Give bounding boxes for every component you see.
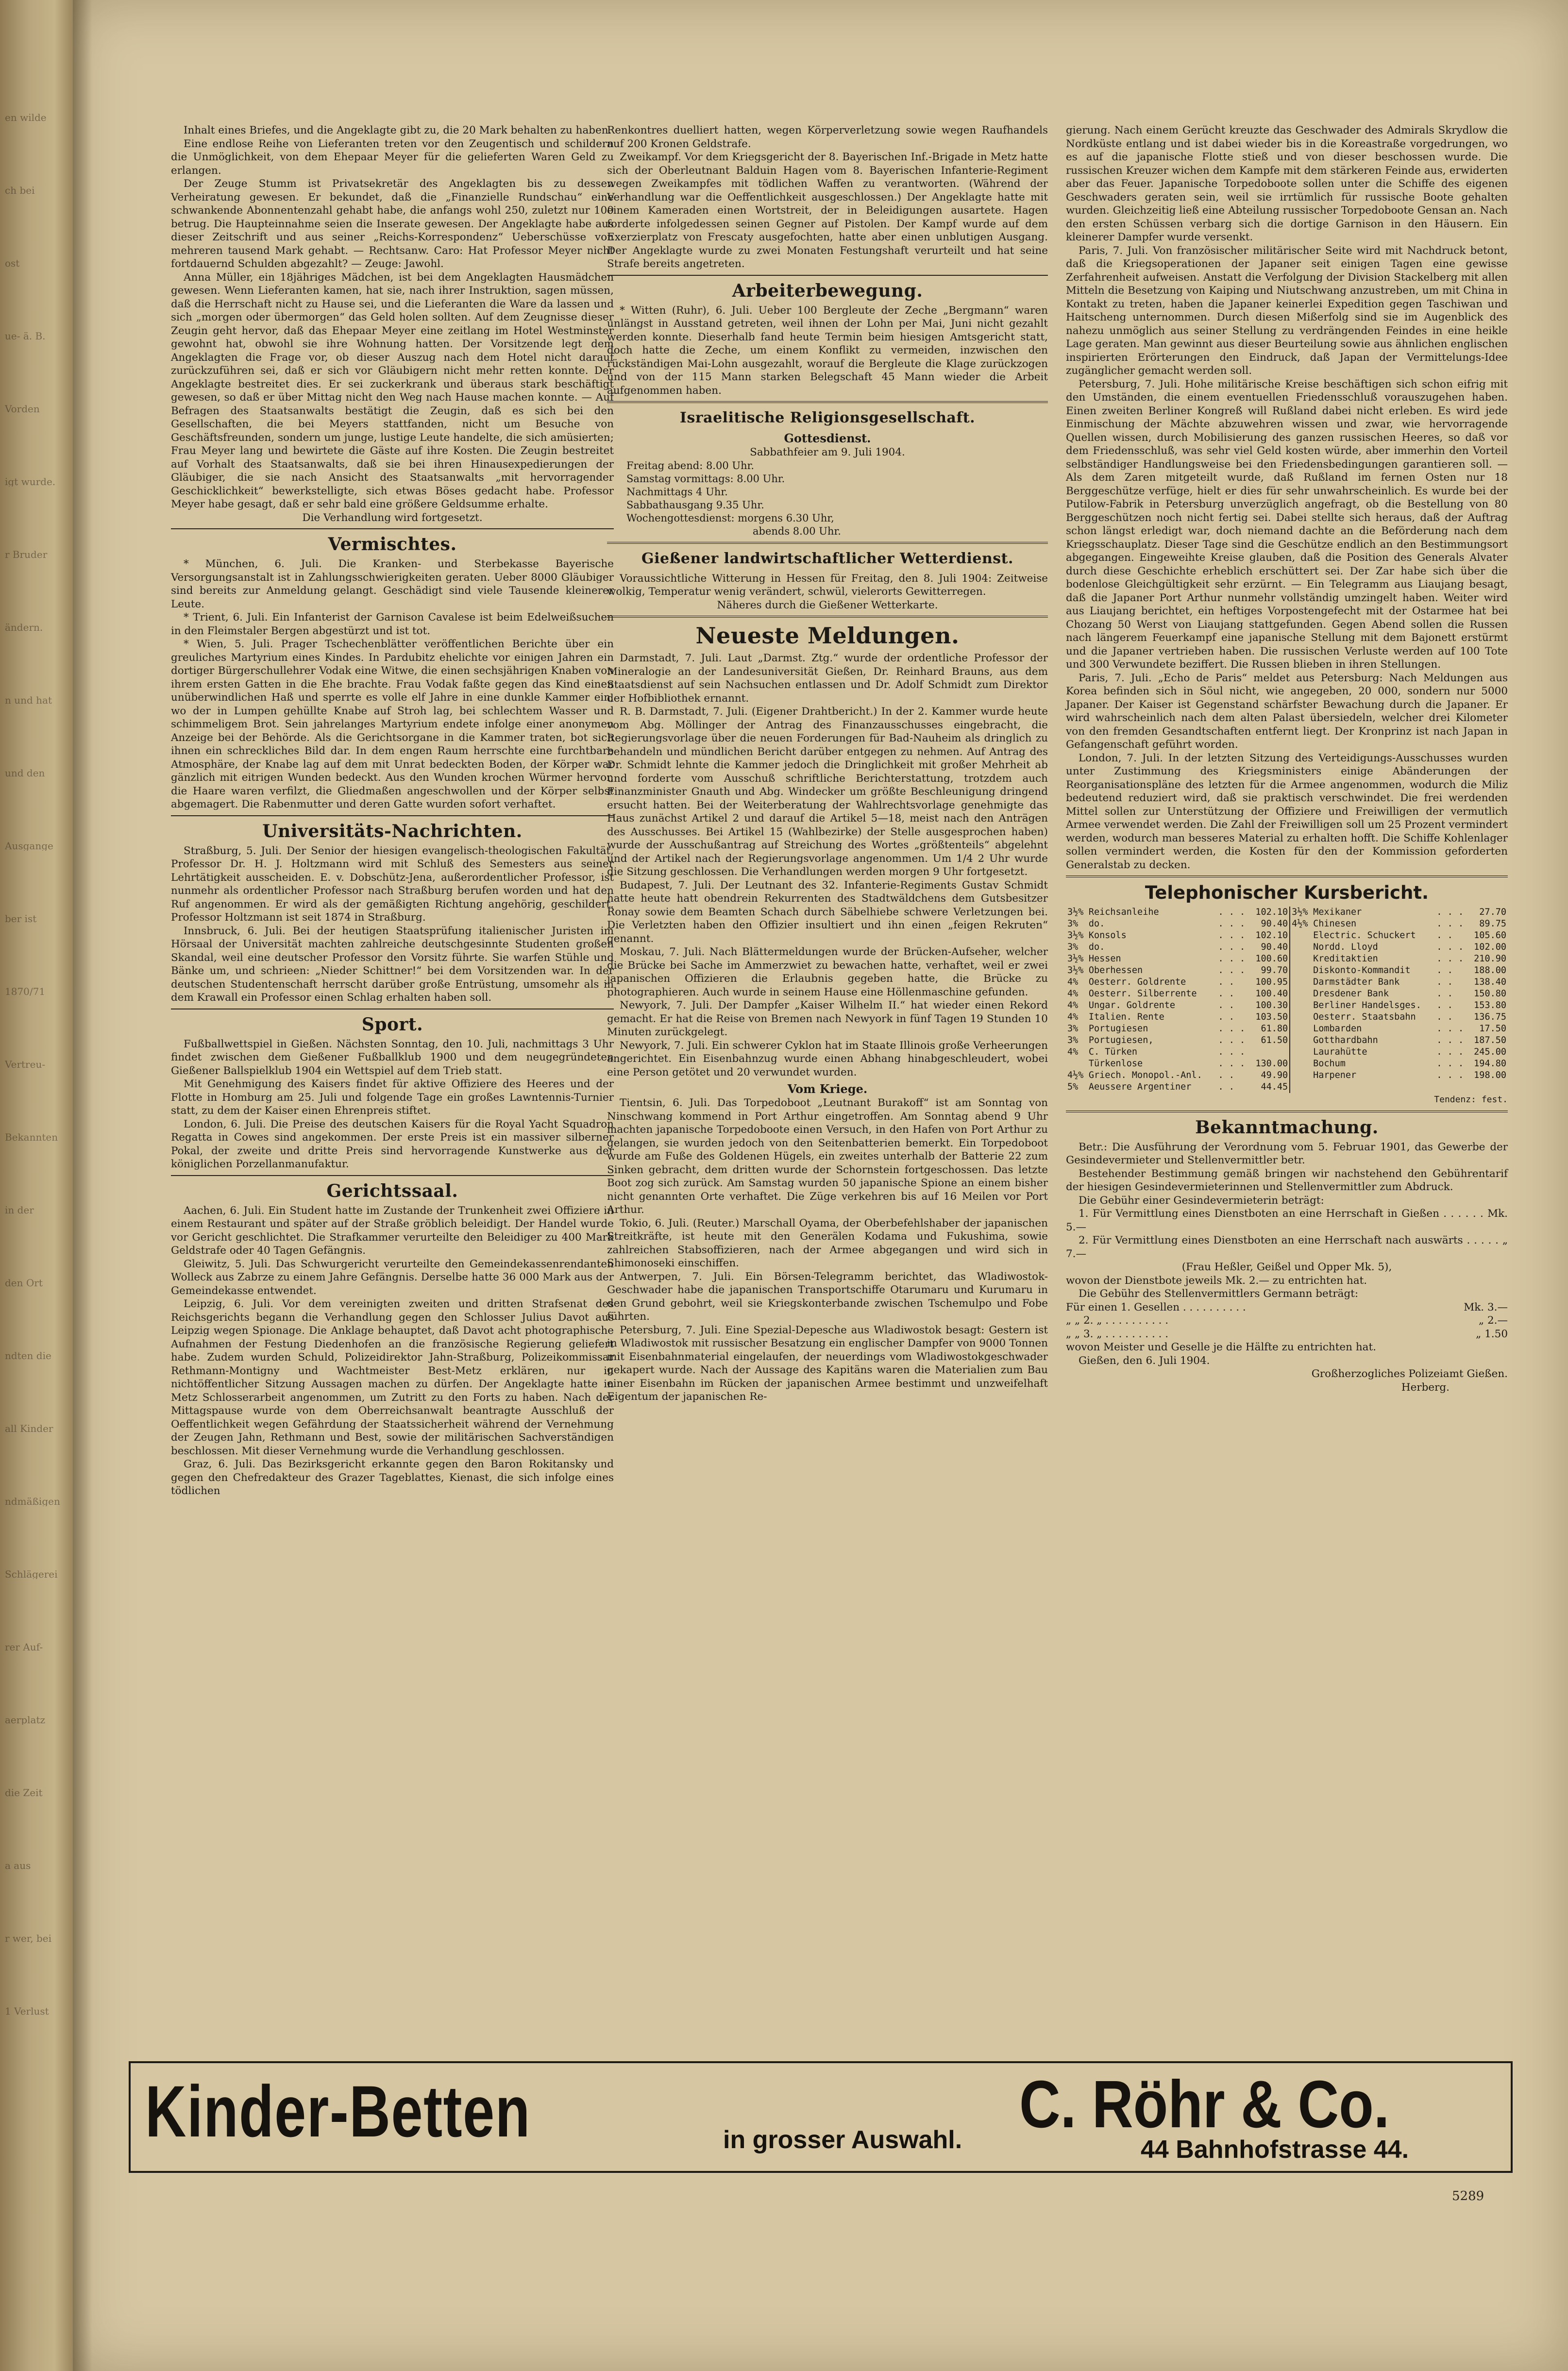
quote-value: 150.80 xyxy=(1474,989,1506,999)
fee-amount: Mk. 3.— xyxy=(1464,1301,1508,1313)
margin-fragment: und den xyxy=(5,767,45,778)
article-text: Paris, 7. Juli. „Echo de Paris“ meldet aus Petersburg: Nach Meldungen aus Korea befinden sich in Söul nicht, wie angegeben, 20 000, sondern nur 5000 Japaner. Der Kaiser ist Gegenstand schärfster Bewachung durch die Japaner. Er wird wahrscheinlich nach dem alten Palast übersiedeln, welcher drei Kilometer von den fremden Gesandtschaften entfernt liegt. Der Kronprinz ist nach Japan in Gefangenschaft geführt worden. xyxy=(1066,672,1508,751)
article-text: * Wien, 5. Juli. Prager Tschechenblätter veröffentlichen Berichte über ein greuliches Martyrium eines Kindes. In Pardubitz ehelichte vor einigen Jahren ein dortiger Bürgerschullehrer Vodak eine Witwe, die einen sechsjährigen Knaben von ihrem ersten Gatten in die Ehe brachte. Frau Vodak faßte gegen das Kind einen unüberwindlichen Haß und sperrte es volle elf Jahre in eine dunkle Kammer ein, wo der in Lumpen gehüllte Knabe auf Stroh lag, bei schlechtem Wasser und schimmeligem Brot. Sein jahrelanges Martyrium endete infolge einer anonymen Anzeige bei der Behörde. Als die Gerichtsorgane in die Kammer traten, bot sich ihnen ein schreckliches Bild dar. In dem engen Raum herrschte eine furchtbare Atmosphäre, der Knabe lag auf dem mit Unrat bedeckten Boden, der Körper war gänzlich mit eitrigen Wunden bedeckt. Aus den Wunden krochen Würmer hervor, die Haare waren verfilzt, die Gliedmaßen angeschwollen und der Körper selbst abgemagert. Die Rabenmutter und deren Gatte wurden sofort verhaftet. xyxy=(171,638,614,810)
kursbericht-tendenz: Tendenz: fest. xyxy=(1434,1094,1508,1105)
quote-value: 105.60 xyxy=(1474,930,1506,941)
article-text: Aachen, 6. Juli. Ein Student hatte im Zustande der Trunkenheit zwei Offiziere in einem Restaurant und später auf der Straße gröblich beleidigt. Der Handel wurde vor Gericht geschlichtet. Die Strafkammer verurteilte den Beleidiger zu 400 Mark Geldstrafe oder 40 Tagen Gefängnis. xyxy=(171,1204,614,1257)
quote-value: 100.95 xyxy=(1250,976,1290,988)
kursbericht-row xyxy=(1066,1070,1508,1081)
quote-value: 17.50 xyxy=(1479,1024,1506,1034)
fee-amount: „ 2.— xyxy=(1479,1314,1508,1327)
ad-subline: in grosser Auswahl. xyxy=(723,2126,962,2154)
quote-cell: C. Türken xyxy=(1088,1047,1138,1057)
quote-cell xyxy=(1312,1081,1435,1093)
quote-cell: 3½% xyxy=(1067,965,1084,975)
quote-cell: Kreditaktien xyxy=(1313,954,1378,964)
article-text: Paris, 7. Juli. Von französischer militärischer Seite wird mit Nachdruck betont, daß die Kriegsoperationen der Japaner seit einigen Tagen eine gewisse Zerfahrenheit aufweisen. Anstatt die Verfolgung der Division Stackelberg mit allen Mitteln die Besetzung von Kaiping und Niutschwang anzustreben, um mit China in Kontakt zu treten, haben die Japaner keinerlei Expedition gegen Taschiwan und Haitscheng unternommen. Durch diesen Mißerfolg sind sie im Augenblick des nahezu unmöglich aus seiner Stellung zu verdrängenden Feindes in eine heikle Lage geraten. Man gewinnt aus dieser Beurteilung sowie aus ähnlichen englischen inspirierten Erörterungen den Eindruck, daß Japan der Vermittelungs-Idee zugänglicher gemacht werden soll. xyxy=(1066,244,1508,377)
quote-cell xyxy=(1290,1000,1312,1011)
quote-cell: . . xyxy=(1436,965,1453,975)
quote-cell: Bochum xyxy=(1313,1059,1346,1069)
margin-fragment: ndten die xyxy=(5,1350,51,1361)
quote-cell: Aeussere Argentiner xyxy=(1088,1082,1192,1092)
margin-fragment: ue- ä. B. xyxy=(5,330,46,341)
quote-cell: Chinesen xyxy=(1313,919,1357,929)
divider xyxy=(607,275,1048,276)
quote-cell: do. xyxy=(1088,942,1105,952)
notice-text: Betr.: Die Ausführung der Verordnung vom 5. Februar 1901, das Gewerbe der Gesindevermieter und Stellenvermittler betr. xyxy=(1066,1141,1508,1166)
quote-value: 102.10 xyxy=(1250,930,1290,942)
notice-text: Bestehender Bestimmung gemäß bringen wir nachstehend den Gebührentarif der hiesigen Gesindevermieterinnen und Stellenvermittler zum Abdruck. xyxy=(1066,1167,1508,1193)
quote-cell: 4½% xyxy=(1067,1070,1084,1080)
margin-fragment: en wilde xyxy=(5,112,47,122)
section-heading-israelitisch: Israelitische Religionsgesellschaft. xyxy=(679,409,976,426)
article-text: R. B. Darmstadt, 7. Juli. (Eigener Drahtbericht.) In der 2. Kammer wurde heute vom Abg. Möllinger der Antrag des Finanzausschusses eingebracht, die Regierungsvorlage über die neuen Forderungen für Bad-Nauheim als dringlich zu behandeln und mündlichen Bericht darüber entgegen zu nehmen. Auf Antrag des Dr. Schmidt lehnte die Kammer jedoch die Dringlichkeit mit großer Mehrheit ab und forderte vom Ausschuß schriftliche Berichterstattung, trotzdem auch Finanzminister Gnauth und Abg. Windecker um größte Beschleunigung dringend ersucht hatten. Bei der Weiterberatung der Wahlrechtsvorlage genehmigte das Haus zunächst Artikel 2 und darauf die Artikel 5—18, meist nach den Anträgen des Ausschusses. Bei Artikel 15 (Wahlbezirke) der Stelle ausgesprochen haben) wurde der Ausschußantrag auf Streichung des Wortes „größtenteils“ abgelehnt und der Artikel nach der Regierungsvorlage angenommen. Um 1/4 2 Uhr wurde die Sitzung geschlossen. Die Verhandlungen werden morgen 9 Uhr fortgesetzt. xyxy=(607,706,1048,878)
section-heading-gerichtssaal: Gerichtssaal. xyxy=(326,1180,458,1201)
quote-cell: Portugiesen, xyxy=(1088,1035,1154,1045)
quote-cell: . . xyxy=(1436,1012,1453,1022)
divider xyxy=(171,815,614,816)
quote-value: 100.60 xyxy=(1250,953,1290,965)
quote-cell: Griech. Monopol.-Anl. xyxy=(1088,1070,1202,1080)
quote-cell: . . . xyxy=(1218,1035,1246,1045)
article-text: Fußballwettspiel in Gießen. Nächsten Sonntag, den 10. Juli, nachmittags 3 Uhr findet zwischen dem Gießener Fußballklub 1900 und dem neugegründeten Gießener Ballspielklub 1904 ein Wettspiel auf dem Trieb statt. xyxy=(171,1038,614,1077)
section-heading-vom-kriege: Vom Kriege. xyxy=(787,1082,868,1096)
quote-value: 153.80 xyxy=(1474,1000,1506,1010)
article-text: Straßburg, 5. Juli. Der Senior der hiesigen evangelisch-theologischen Fakultät, Professor Dr. H. J. Holtzmann wird mit Schluß des Semesters aus seiner Lehrtätigkeit ausscheiden. E. v. Dobschütz-Jena, außerordentlicher Professor, ist nunmehr als ordentlicher Professor nach Straßburg berufen worden und hat den Ruf angenommen. Er wird als der gemäßigten Richtung angehörig, geschildert. Professor Holtzmann ist seit 1874 in Straßburg. xyxy=(171,844,614,924)
notice-signature: Herberg. xyxy=(1401,1381,1450,1394)
quote-value: 90.40 xyxy=(1250,918,1290,930)
quote-cell: Reichsanleihe xyxy=(1088,907,1159,917)
quote-cell: Darmstädter Bank xyxy=(1313,977,1400,987)
margin-fragment: 1 Verlust xyxy=(5,2005,49,2016)
quote-value: 100.30 xyxy=(1250,1000,1290,1011)
article-text: Leipzig, 6. Juli. Vor dem vereinigten zweiten und dritten Strafsenat des Reichsgerichts begann die Verhandlung gegen den Schlosser Julius Davot aus Leipzig wegen Spionage. Die Anklage behauptet, daß Davot acht photographische Aufnahmen der Festung Diedenhofen an die französische Regierung geliefert habe. Zudem wurden Schuld, Polizeidirektor Jahn-Straßburg, Polizeikommissar Rethmann-Montigny und Wachtmeister Best-Metz erklären, nur in nichtöffentlicher Sitzung Aussagen machen zu dürfen. Der Angeklagte hatte in Metz Schlosserarbeit angenommen, um Zutritt zu den Forts zu haben. Nach der Mittagspause wurde von dem Oberreichsanwalt beantragte Ausschluß der Oeffentlichkeit wegen Gefährdung der Staatssicherheit während der Vernehmung der Zeugen Jahn, Rethmann und Best, sowie der militärischen Sachverständigen beschlossen. Mit dieser Vernehmung wurde die Verhandlung geschlossen. xyxy=(171,1298,614,1457)
notice-text: 1. Für Vermittlung eines Dienstboten an eine Herrschaft in Gießen . . . . . . Mk. 5.— xyxy=(1066,1208,1508,1233)
margin-fragment: Ausgange xyxy=(5,840,53,851)
article-text: * Witten (Ruhr), 6. Juli. Ueber 100 Bergleute der Zeche „Bergmann“ waren unlängst in Ausstand getreten, weil ihnen der Lohn per Mai, Juni nicht gezahlt werden konnte. Dieserhalb fand heute Termin beim hiesigen Amtsgericht statt, doch hatte die Zeche, um einem Konflikt zu vermeiden, inzwischen den rückständigen Mai-Lohn ausgezahlt, worauf die Bergleute die Klage zurückzogen und von der 115 Mann starken Belegschaft 45 Mann wieder die Arbeit aufgenommen haben. xyxy=(607,304,1048,397)
quote-cell xyxy=(1290,1058,1312,1070)
article-text: Tientsin, 6. Juli. Das Torpedoboot „Leutnant Burakoff“ ist am Sonntag von Ninschwang kommend in Port Arthur eingetroffen. Am Sonntag abend 9 Uhr machten japanische Torpedoboote einen Versuch, in den Hafen von Port Arthur zu gelangen, sie wurden jedoch von den Seitenbatterien bemerkt. Ein Torpedoboot wurde am Fuße des Goldenen Hügels, ein zweites unterhalb der Batterie 22 zum Sinken gebracht, dem dritten wurde der Schornstein fortgeschossen. Das letzte Boot zog sich zurück. Am Samstag wurden 50 japanische Spione an einem bisher nicht genannten Orte verhaftet. Die Züge verkehren bis auf 16 Meilen vor Port Arthur. xyxy=(607,1097,1048,1216)
schedule-line: Sabbathausgang 9.35 Uhr. xyxy=(626,499,764,511)
ad-address: 44 Bahnhofstrasse 44. xyxy=(1141,2136,1409,2164)
quote-value: 89.75 xyxy=(1479,919,1506,929)
margin-fragment: die Zeit xyxy=(5,1787,43,1798)
notice-text: (Frau Heßler, Geißel und Opper Mk. 5), xyxy=(1181,1261,1392,1273)
quote-cell: Mexikaner xyxy=(1313,907,1362,917)
kursbericht-row xyxy=(1066,1046,1508,1058)
section-heading-universitaet: Universitäts-Nachrichten. xyxy=(262,821,523,841)
margin-fragment: den Ort xyxy=(5,1277,43,1288)
schedule-line: Wochengottesdienst: morgens 6.30 Uhr, xyxy=(626,512,834,524)
quote-cell xyxy=(1290,1023,1312,1035)
margin-fragment: Bekannten xyxy=(5,1131,58,1142)
kursbericht-row xyxy=(1066,1000,1508,1011)
article-text: Budapest, 7. Juli. Der Leutnant des 32. Infanterie-Regiments Gustav Schmidt hatte heute hatt obendrein Rekurrenten des Stadtwäldchens dem Gutsbesitzer Ronay sowie dem Beamten Schach durch Säbelhiebe schwere Verletzungen bei. Die Verletzten haben den Offizier insultiert und ihn einen „feigen Rekruten“ genannt. xyxy=(607,879,1048,945)
quote-cell: 3½% xyxy=(1067,907,1084,917)
quote-value: 102.00 xyxy=(1474,942,1506,952)
fee-label: „ „ 2. „ . . . . . . . . . . xyxy=(1066,1314,1169,1327)
quote-cell: 4% xyxy=(1067,1047,1079,1057)
quote-cell: Oesterr. Staatsbahn xyxy=(1313,1012,1416,1022)
fee-row xyxy=(1066,1314,1508,1328)
article-text: Petersburg, 7. Juli. Eine Spezial-Depesche aus Wladiwostok besagt: Gestern ist in Wladiwostok mit russischer Besatzung ein englischer Dampfer von 9000 Tonnen mit Eisenbahnmaterial eingelaufen, der neuerdings vom Wladiwostokgeschwader gekapert wurde. Nach der Aussage des Kapitäns waren die Materialien zum Bau einer Eisenbahn im Rücken der japanischen Armee bestimmt und unzweifelhaft Eigentum der japanischen Re- xyxy=(607,1324,1048,1403)
binding-shadow xyxy=(73,0,92,2371)
divider xyxy=(607,542,1048,544)
kursbericht-row xyxy=(1066,942,1508,953)
column-2 xyxy=(607,124,1048,1404)
quote-cell: Oberhessen xyxy=(1088,965,1143,975)
article-text: Gleiwitz, 5. Juli. Das Schwurgericht verurteilte den Gemeindekassenrendanten Wolleck aus Zabrze zu einem Jahre Gefängnis. Derselbe hatte 36 000 Mark aus der Gemeindekasse entwendet. xyxy=(171,1258,614,1297)
quote-cell: . . . xyxy=(1218,930,1246,941)
column-1 xyxy=(171,124,614,1498)
margin-fragment: Vorden xyxy=(5,403,40,414)
divider xyxy=(607,401,1048,403)
quote-cell xyxy=(1290,988,1312,1000)
subheading: Gottesdienst. xyxy=(784,431,871,445)
margin-fragment: igt wurde. xyxy=(5,476,56,487)
kursbericht-row xyxy=(1066,1035,1508,1046)
quote-cell xyxy=(1290,1070,1312,1081)
quote-cell xyxy=(1290,1035,1312,1046)
quote-cell: . . . xyxy=(1218,1024,1246,1034)
article-text: London, 6. Juli. Die Preise des deutschen Kaisers für die Royal Yacht Squadron Regatta in Cowes sind angekommen. Der erste Preis ist ein massiver silberner Pokal, der zweite und dritte Preis sind hervorragende Kunstwerke aus der königlichen Porzellanmanufaktur. xyxy=(171,1118,614,1170)
quote-cell: 3½% xyxy=(1067,954,1084,964)
margin-fragment: Vertreu- xyxy=(5,1059,46,1069)
quote-cell xyxy=(1290,1046,1312,1058)
article-text: Graz, 6. Juli. Das Bezirksgericht erkannte gegen den Baron Rokitansky und gegen den Chefredakteur des Grazer Tageblattes, Kienast, die sich infolge eines tödlichen xyxy=(171,1458,614,1497)
kursbericht-row xyxy=(1066,1023,1508,1035)
quote-value: 103.50 xyxy=(1250,1011,1290,1023)
article-text: London, 7. Juli. In der letzten Sitzung des Verteidigungs-Ausschusses wurden unter Zustimmung des Kriegsministers einige Abänderungen der Reorganisationspläne des letzten für die Armee angenommen, wodurch die Miliz bedeutend reduziert wird, daß sie praktisch verschwindet. Die frei werdenden Mittel sollen zur Unterstützung der Offiziere und Freiwilligen der vermutlich Armee verwendet werden. Die Zahl der Freiwilligen soll um 25 Prozent vermindert werden, wodurch man besseres Material zu erhalten hofft. Die Schiffe Kohlenlager sollen vermindert werden, die Kosten für den der Kommission geforderten Generalstab zu decken. xyxy=(1066,752,1508,871)
quote-value: 100.40 xyxy=(1250,988,1290,1000)
quote-cell xyxy=(1290,976,1312,988)
quote-cell: 4% xyxy=(1067,977,1079,987)
quote-value: 188.00 xyxy=(1474,965,1506,975)
article-text: Innsbruck, 6. Juli. Bei der heutigen Staatsprüfung italienischer Juristen im Hörsaal der Universität machten zahlreiche deutschgesinnte Studenten großen Skandal, weil eine deutscher Professor den Vorsitz führte. Sie warfen Stühle und Bänke um, und schrieen: „Nieder Schittner!“ bei dem Vorsitzenden war. In der deutschen Studentenschaft herrscht darüber große Entrüstung, umsomehr als in dem Krawall ein Professor einen Schlag erhalten haben soll. xyxy=(171,925,614,1004)
quote-cell: do. xyxy=(1088,919,1105,929)
margin-fragment: r Bruder xyxy=(5,549,48,559)
quote-cell: 4½% xyxy=(1292,919,1308,929)
quote-cell: Portugiesen xyxy=(1088,1024,1148,1034)
quote-value: 44.45 xyxy=(1250,1081,1290,1093)
article-text: * München, 6. Juli. Die Kranken- und Sterbekasse Bayerische Versorgungsanstalt ist in Zahlungsschwierigkeiten geraten. Ueber 8000 Gläubiger sind bereits zur Anmeldung gelangt. Geschädigt sind viele Tausende kleinerer Leute. xyxy=(171,558,614,610)
quote-cell: . . . xyxy=(1218,965,1246,975)
quote-cell: Diskonto-Kommandit xyxy=(1313,965,1411,975)
article-text: Newyork, 7. Juli. Ein schwerer Cyklon hat im Staate Illinois große Verheerungen angerichtet. Ein Eisenbahnzug wurde einen Abhang hinabgeschleudert, wobei eine Person getötet und 20 verwundet wurden. xyxy=(607,1039,1048,1078)
article-text: Sabbathfeier am 9. Juli 1904. xyxy=(750,446,905,458)
quote-value: 138.40 xyxy=(1474,977,1506,987)
quote-cell: . . . xyxy=(1218,907,1246,917)
kursbericht-row xyxy=(1066,988,1508,1000)
notice-date: Gießen, den 6. Juli 1904. xyxy=(1079,1354,1210,1367)
quote-cell: . . xyxy=(1218,1082,1234,1092)
margin-fragment: ch bei xyxy=(5,185,35,195)
article-text: Darmstadt, 7. Juli. Laut „Darmst. Ztg.“ wurde der ordentliche Professor der Mineralogie an der Landesuniversität Gießen, Dr. Reinhard Brauns, aus dem Staatsdienst auf sein Nachsuchen entlassen und Dr. Adolf Schmidt zum Direktor der Hofbibliothek ernannt. xyxy=(607,652,1048,705)
kursbericht-row xyxy=(1066,976,1508,988)
schedule-line: abends 8.00 Uhr. xyxy=(753,525,841,537)
column-3 xyxy=(1066,124,1508,1394)
notice-text: Die Gebühr des Stellenvermittlers Germann beträgt: xyxy=(1079,1288,1359,1300)
quote-value: 27.70 xyxy=(1479,907,1506,917)
quote-cell: . . xyxy=(1218,1012,1234,1022)
quote-cell: . . xyxy=(1436,930,1453,941)
quote-cell xyxy=(1290,1081,1312,1093)
quote-cell: . . xyxy=(1436,977,1453,987)
quote-cell: . . . xyxy=(1436,919,1464,929)
section-heading-neueste-meldungen: Neueste Meldungen. xyxy=(695,622,960,649)
notice-authority: Großherzogliches Polizeiamt Gießen. xyxy=(1311,1368,1508,1380)
article-text: Der Zeuge Stumm ist Privatsekretär des Angeklagten bis zu dessen Verheiratung gewesen. Er bekundet, daß die „Finanzielle Rundschau“ eine schwankende Abonnentenzahl gehabt habe, die anfangs wohl 250, zuletzt nur 100 betrug. Die Haupteinnahme seien die Inserate gewesen. Der Angeklagte habe aus dieser Zeitschrift und aus seiner „Reichs-Korrespondenz“ Ueberschüsse von mehreren tausend Mark gehabt. — Rechtsanw. Caro: Hat Professor Meyer nicht fortdauernd Schulden abgezahlt? — Zeuge: Jawohl. xyxy=(171,178,614,270)
quote-value xyxy=(1250,1046,1290,1058)
quote-cell: Laurahütte xyxy=(1313,1047,1367,1057)
quote-value: 99.70 xyxy=(1250,965,1290,976)
quote-cell: . . . xyxy=(1218,942,1246,952)
quote-cell: . . . xyxy=(1436,1024,1464,1034)
advertisement-banner xyxy=(129,2061,1513,2173)
divider xyxy=(607,616,1048,618)
quote-cell: 3% xyxy=(1067,919,1079,929)
article-text: Eine endlose Reihe von Lieferanten treten vor den Zeugentisch und schildern die Unmöglichkeit, von dem Ehepaar Meyer für die gelieferten Waren Geld zu erlangen. xyxy=(171,137,614,177)
fee-row xyxy=(1066,1301,1508,1314)
quote-cell: Ungar. Goldrente xyxy=(1088,1000,1176,1010)
quote-cell: . . xyxy=(1436,1000,1453,1010)
quote-cell: . . . xyxy=(1218,919,1246,929)
quote-cell xyxy=(1290,942,1312,953)
notice-text: 2. Für Vermittlung eines Dienstboten an eine Herrschaft nach auswärts . . . . . „ 7.— xyxy=(1066,1234,1508,1260)
quote-cell: Harpener xyxy=(1313,1070,1357,1080)
quote-cell xyxy=(1290,930,1312,942)
kursbericht-row xyxy=(1066,918,1508,930)
quote-cell: Lombarden xyxy=(1313,1024,1362,1034)
margin-fragment: 1870/71 xyxy=(5,986,46,996)
margin-fragment: rer Auf- xyxy=(5,1641,43,1652)
divider xyxy=(1066,1110,1508,1112)
quote-value: 198.00 xyxy=(1474,1070,1506,1080)
quote-cell: 3% xyxy=(1067,1035,1079,1045)
article-text: Näheres durch die Gießener Wetterkarte. xyxy=(717,599,938,611)
section-heading-wetterdienst: Gießener landwirtschaftlicher Wetterdienst. xyxy=(641,550,1013,567)
quote-value: 130.00 xyxy=(1250,1058,1290,1070)
kursbericht-row xyxy=(1066,1081,1508,1093)
notice-text: Die Gebühr einer Gesindevermieterin beträgt: xyxy=(1079,1194,1324,1207)
article-text: Antwerpen, 7. Juli. Ein Börsen-Telegramm berichtet, das Wladiwostok-Geschwader habe die japanischen Transportschiffe Otarumaru und Kurumaru in den Grund gebohrt, weil sie Kriegskonterbande zwischen Tschemulpo und Fobe führten. xyxy=(607,1270,1048,1323)
quote-cell: Dresdener Bank xyxy=(1313,989,1389,999)
quote-cell: 3% xyxy=(1067,942,1079,952)
section-heading-bekanntmachung: Bekanntmachung. xyxy=(1195,1117,1379,1138)
divider xyxy=(171,1175,614,1176)
margin-fragment: ndmäßigen xyxy=(5,1496,60,1506)
quote-cell: Electric. Schuckert xyxy=(1313,930,1416,941)
fee-row xyxy=(1066,1328,1508,1341)
quote-value: 136.75 xyxy=(1474,1012,1506,1022)
margin-fragment: ost xyxy=(5,257,20,268)
article-text: Voraussichtliche Witterung in Hessen für Freitag, den 8. Juli 1904: Zeitweise wolkig, Temperatur wenig verändert, schwül, vielerorts Gewitterregen. xyxy=(607,572,1048,598)
quote-cell: 3% xyxy=(1067,1024,1079,1034)
quote-value: 61.80 xyxy=(1250,1023,1290,1035)
kursbericht-row xyxy=(1066,1058,1508,1070)
kursbericht-table xyxy=(1066,907,1508,1093)
schedule-line: Nachmittags 4 Uhr. xyxy=(626,486,728,498)
kursbericht-row xyxy=(1066,930,1508,942)
quote-value: 90.40 xyxy=(1250,942,1290,953)
article-text: Renkontres duelliert hatten, wegen Körperverletzung sowie wegen Raufhandels auf 200 Kronen Geldstrafe. xyxy=(607,124,1048,150)
quote-cell: . . . xyxy=(1436,954,1464,964)
kursbericht-row xyxy=(1066,1011,1508,1023)
article-text: Moskau, 7. Juli. Nach Blättermeldungen wurde der Brücken-Aufseher, welcher die Brücke bei Sache im Ammerzwiet zu bewachen hatte, verhaftet, weil er zwei japanischen Offizieren die Erlaubnis gegeben hatte, die Brücke zu photographieren. Auch wurde in seinem Hause eine Höllenmaschine gefunden. xyxy=(607,946,1048,998)
divider xyxy=(171,528,614,529)
quote-cell: . . xyxy=(1218,989,1234,999)
quote-cell: Hessen xyxy=(1088,954,1121,964)
kursbericht-row xyxy=(1066,965,1508,976)
article-text: Mit Genehmigung des Kaisers findet für aktive Offiziere des Heeres und der Flotte in Homburg am 25. Juli und folgende Tage ein großes Lawntennis-Turnier statt, zu dem der Kaiser einen Ehrenpreis stiftet. xyxy=(171,1078,614,1117)
schedule-line: Samstag vormittags: 8.00 Uhr. xyxy=(626,472,785,485)
quote-cell: . . . xyxy=(1218,1047,1246,1057)
quote-cell: . . . xyxy=(1436,1059,1464,1069)
section-heading-arbeiterbewegung: Arbeiterbewegung. xyxy=(732,280,923,301)
article-text: Inhalt eines Briefes, und die Angeklagte gibt zu, die 20 Mark behalten zu haben. xyxy=(184,124,612,136)
quote-cell: . . xyxy=(1218,1000,1234,1010)
quote-cell: Türkenlose xyxy=(1088,1059,1143,1069)
quote-cell: Oesterr. Goldrente xyxy=(1088,977,1186,987)
quote-cell: 3½% xyxy=(1292,907,1308,917)
quote-cell: . . xyxy=(1436,989,1453,999)
quote-cell: . . xyxy=(1218,977,1234,987)
quote-cell: 4% xyxy=(1067,1000,1079,1010)
kursbericht-row xyxy=(1066,953,1508,965)
quote-cell: 4% xyxy=(1067,1012,1079,1022)
quote-cell xyxy=(1066,1058,1087,1070)
article-text: gierung. Nach einem Gerücht kreuzte das Geschwader des Admirals Skrydlow die Nordküste entlang und ist dabei wieder bis in die Koreastraße vorgedrungen, wo es auf die japanische Flotte stieß und von dieser beschossen wurde. Die russischen Kreuzer wichen dem Kampfe mit dem stärkeren Feinde aus, erwiderten aber das Feuer. Japanische Torpedoboote sollen unter die Schiffe des eigenen Geschwaders geraten sein, weil sie irrtümlich für russische Boote gehalten wurden. Gleichzeitig ließ eine Abteilung russischer Torpedoboote Gensan an. Nach den ersten Schüssen verbarg sich die dortige Garnison in den Häusern. Ein kleinerer Dampfer wurde versenkt. xyxy=(1066,124,1508,243)
quote-cell: 3½% xyxy=(1067,930,1084,941)
margin-fragment: all Kinder xyxy=(5,1423,53,1433)
margin-fragment: r wer, bei xyxy=(5,1933,51,1943)
quote-cell xyxy=(1435,1081,1468,1093)
quote-value: 194.80 xyxy=(1474,1059,1506,1069)
article-text: Tokio, 6. Juli. (Reuter.) Marschall Oyama, der Oberbefehlshaber der japanischen Streitkräfte, ist heute mit den Generälen Kodama und Fukushima, sowie zahlreichen Stabsoffizieren, nach der Armee abgegangen und wird sich in Shimonoseki einschiffen. xyxy=(607,1217,1048,1269)
quote-cell: . . . xyxy=(1436,942,1464,952)
fee-amount: „ 1.50 xyxy=(1476,1328,1508,1340)
divider xyxy=(1066,875,1508,877)
fee-label: „ „ 3. „ . . . . . . . . . . xyxy=(1066,1328,1169,1340)
quote-value: 49.90 xyxy=(1250,1070,1290,1081)
quote-value: 210.90 xyxy=(1474,954,1506,964)
quote-cell: 4% xyxy=(1067,989,1079,999)
article-text: Die Verhandlung wird fortgesetzt. xyxy=(302,511,483,524)
article-text: Anna Müller, ein 18jähriges Mädchen, ist bei dem Angeklagten Hausmädchen gewesen. Wenn Lieferanten kamen, hat sie, nach ihrer Instruktion, sagen müssen, daß die Herrschaft nicht zu Hause sei, und die Lieferanten die Ware da lassen und sich „morgen oder übermorgen“ das Geld holen sollten. Auf dem Zeugnisse dieser Zeugin geht hervor, daß das Ehepaar Meyer eine zeitlang im Hotel Westminster gewohnt hat, obwohl sie ihre Wohnung hatten. Der Vorsitzende legt dem Angeklagten die Frage vor, ob dieser Auszug nach dem Hotel nicht darauf zurückzuführen sei, daß er sich vor Gläubigern nicht mehr retten konnte. Der Angeklagte bestreitet dies. Er sei zuckerkrank und überaus stark beschäftigt gewesen, so daß er über Mittag nicht den Weg nach Hause machen konnte. — Auf Befragen des Staatsanwalts bestätigt die Zeugin, daß es sich bei den Gesellschaften, die bei Meyers stattfanden, nicht um Besuche von Geschäftsfreunden, sondern um junge, lustige Leute handelte, die sich amüsierten; Frau Meyer lang und bewirtete die Gäste auf ihre Kosten. Die Zeugin bestreitet auf Vorhalt des Staatsanwalts, daß sie bei ihren Hinausexpedierungen der Gläubiger, die sie nach Ansicht des Staatsanwalts „mit hervorragender Geschicklichkeit“ bewerkstelligte, sich etwas Böses gedacht habe. Professor Meyer habe gesagt, daß er sehr bald eine größere Geldsumme erhalte. xyxy=(171,271,614,510)
quote-cell: . . . xyxy=(1436,1070,1464,1080)
quote-cell xyxy=(1290,1011,1312,1023)
margin-fragment: Schlägerei xyxy=(5,1568,58,1579)
margin-fragment: in der xyxy=(5,1204,34,1215)
fee-label: Für einen 1. Gesellen . . . . . . . . . . xyxy=(1066,1301,1246,1313)
quote-cell: Berliner Handelsges. xyxy=(1313,1000,1421,1010)
quote-cell: . . . xyxy=(1436,1035,1464,1045)
quote-value: 61.50 xyxy=(1250,1035,1290,1046)
quote-cell: Konsols xyxy=(1088,930,1127,941)
margin-fragment: a aus xyxy=(5,1860,31,1870)
margin-fragment: ändern. xyxy=(5,622,43,632)
quote-cell: Nordd. Lloyd xyxy=(1313,942,1378,952)
article-text: Newyork, 7. Juli. Der Dampfer „Kaiser Wilhelm II.“ hat wieder einen Rekord gemacht. Er hat die Reise von Bremen nach Newyork in fünf Tagen 19 Stunden 10 Minuten zurückgelegt. xyxy=(607,999,1048,1038)
ad-company-name: C. Röhr & Co. xyxy=(1019,2067,1390,2142)
quote-value: 187.50 xyxy=(1474,1035,1506,1045)
margin-fragment: ber ist xyxy=(5,913,37,924)
quote-cell: . . . xyxy=(1218,1059,1246,1069)
quote-cell: Oesterr. Silberrente xyxy=(1088,989,1197,999)
previous-page-edge xyxy=(0,0,73,2371)
section-heading-vermischtes: Vermischtes. xyxy=(328,534,457,555)
quote-cell: . . . xyxy=(1436,907,1464,917)
page-number: 5289 xyxy=(1452,2189,1484,2203)
quote-cell: . . . xyxy=(1218,954,1246,964)
quote-cell: 5% xyxy=(1067,1082,1079,1092)
quote-value xyxy=(1468,1081,1508,1093)
kursbericht-row xyxy=(1066,907,1508,918)
quote-cell: . . xyxy=(1218,1070,1234,1080)
notice-text: wovon der Dienstbote jeweils Mk. 2.— zu entrichten hat. xyxy=(1066,1274,1367,1287)
quote-cell: . . . xyxy=(1436,1047,1464,1057)
quote-cell xyxy=(1290,965,1312,976)
ad-headline: Kinder-Betten xyxy=(145,2070,531,2152)
margin-fragment: n und hat xyxy=(5,694,52,705)
article-text: Zweikampf. Vor dem Kriegsgericht der 8. Bayerischen Inf.-Brigade in Metz hatte sich der Oberleutnant Balduin Hagen vom 8. Bayerischen Infanterie-Regiment wegen Zweikampfes mit tödlichen Waffen zu verantworten. (Während der Verhandlung war die Oeffentlichkeit ausgeschlossen.) Der Angeklagte hatte mit einem Kameraden einen Wortstreit, der in Beleidigungen ausartete. Hagen forderte infolgedessen seinen Gegner auf Pistolen. Der Kampf wurde auf dem Exerzierplatz von Frescaty ausgefochten, hatte aber einen unblutigen Ausgang. Der Angeklagte wurde zu zwei Monaten Festungshaft verurteilt und hat seine Strafe bereits angetreten. xyxy=(607,151,1048,270)
quote-value: 245.00 xyxy=(1474,1047,1506,1057)
notice-text: wovon Meister und Geselle je die Hälfte zu entrichten hat. xyxy=(1066,1341,1376,1353)
section-heading-sport: Sport. xyxy=(361,1014,423,1035)
quote-cell xyxy=(1290,953,1312,965)
kursbericht-title: Telephonischer Kursbericht. xyxy=(1145,882,1429,903)
quote-cell: Italien. Rente xyxy=(1088,1012,1164,1022)
schedule-line: Freitag abend: 8.00 Uhr. xyxy=(626,459,755,471)
quote-cell: Gotthardbahn xyxy=(1313,1035,1378,1045)
quote-value: 102.10 xyxy=(1250,907,1290,918)
margin-fragment: aerplatz xyxy=(5,1714,46,1725)
article-text: * Trient, 6. Juli. Ein Infanterist der Garnison Cavalese ist beim Edelweißsuchen in den Fleimstaler Bergen abgestürzt und ist tot. xyxy=(171,611,614,637)
article-text: Petersburg, 7. Juli. Hohe militärische Kreise beschäftigen sich schon eifrig mit den Umständen, die einem eventuellen Friedensschluß vorauszugehen haben. Einen zweiten Berliner Kongreß will Rußland dabei nicht erleben. Es wird jede Einmischung der Mächte abzuwehren wissen und zwar, wie hervorragende Quellen wissen, durch Mobilisierung des ganzen russischen Heeres, so daß vor dem Friedensschluß, was sehr viel Geld kosten würde, aber immerhin den Vorteil selbständiger Handlungsweise bei den Friedensbedingungen garantieren soll. — Als dem Zaren mitgeteilt wurde, daß Rußland im fernen Osten nur 18 Berggeschütze verfüge, hielt er dies für sehr unwahrscheinlich. Es wurde bei der Putilow-Fabrik in Petersburg unverzüglich angefragt, ob die Bestellung von 80 Berggeschützen noch nicht fertig sei. Dabei stellte sich heraus, daß der Auftrag schon längst erledigt war, doch niemand dachte an die Beförderung nach dem Kriegsschauplatz. Dieser Tage sind die Geschütze endlich an den Bestimmungsort abgegangen. Eingeweihte Kreise glauben, daß die Position des Generals Alvater durch diese Geschichte erheblich erschüttert sei. Der Zar habe sich über die bodenlose Gleichgültigkeit sehr erzürnt. — Ein Telegramm aus Liaujang besagt, daß die Japaner Port Arthur nunmehr vollständig umzingelt haben. Weiter wird aus Liaujang berichtet, ein heftiges Vorpostengefecht mit der Ostarmee hat bei Chozang 50 Werst von Liaujang stattgefunden. Gegen Abend sollen die Russen nach längerem Feuerkampf eine japanische Stellung mit dem Bajonett erstürmt und die Japaner vertrieben haben. Die russischen Verluste werden auf 100 Tote und 300 Verwundete beziffert. Die Russen blieben in ihren Stellungen. xyxy=(1066,378,1508,671)
